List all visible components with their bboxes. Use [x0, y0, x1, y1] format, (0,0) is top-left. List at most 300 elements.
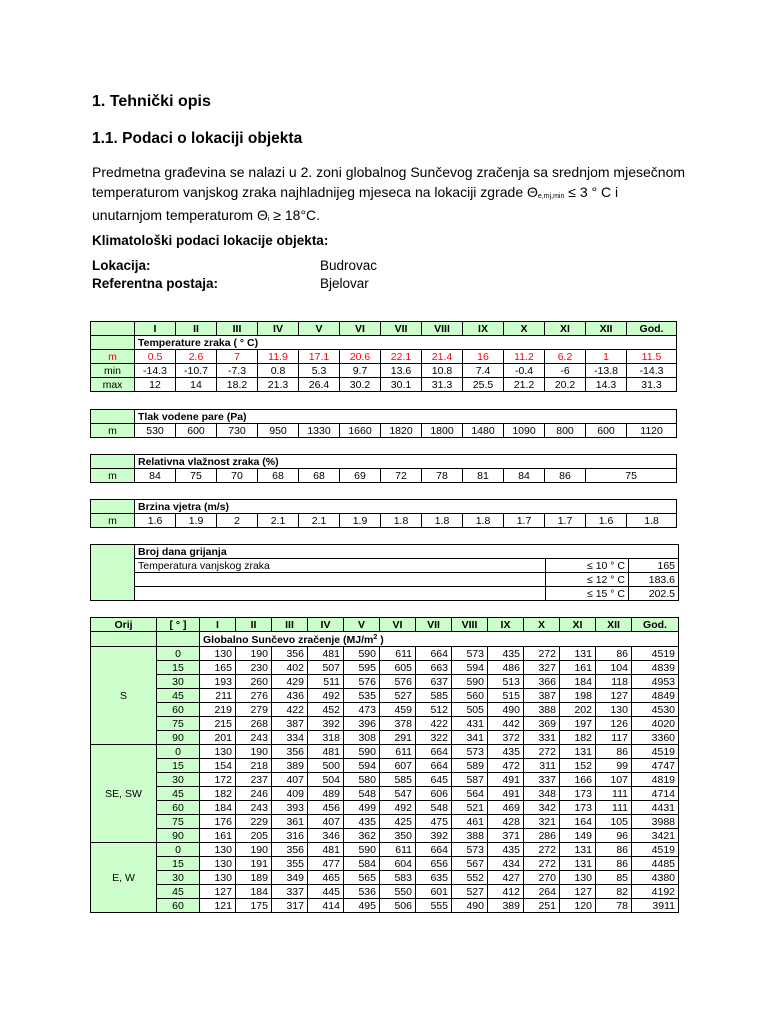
value-cell: 21.2: [504, 378, 545, 392]
radiation-value-cell: 130: [200, 647, 236, 661]
month-header-cell: IV: [258, 322, 299, 336]
radiation-value-cell: 318: [308, 731, 344, 745]
radiation-value-cell: 4020: [632, 717, 679, 731]
radiation-value-cell: 99: [596, 759, 632, 773]
radiation-value-cell: 189: [236, 871, 272, 885]
radiation-value-cell: 215: [200, 717, 236, 731]
radiation-value-cell: 276: [236, 689, 272, 703]
radiation-value-cell: 131: [560, 843, 596, 857]
radiation-value-cell: 111: [596, 801, 632, 815]
radiation-value-cell: 268: [236, 717, 272, 731]
radiation-value-cell: 166: [560, 773, 596, 787]
row-label-cell: m: [91, 514, 135, 528]
value-cell: 17.1: [299, 350, 340, 364]
radiation-value-cell: 604: [380, 857, 416, 871]
radiation-value-cell: 555: [416, 899, 452, 913]
label-cell: [157, 632, 200, 647]
radiation-value-cell: 547: [380, 787, 416, 801]
value-cell: 69: [340, 469, 381, 483]
radiation-value-cell: 431: [452, 717, 488, 731]
value-cell: 21.4: [422, 350, 463, 364]
value-cell: -14.3: [135, 364, 176, 378]
value-cell: 1.9: [176, 514, 217, 528]
radiation-value-cell: 176: [200, 815, 236, 829]
angle-cell: 30: [157, 773, 200, 787]
heating-value: 202.5: [629, 587, 679, 601]
month-header-cell: III: [272, 618, 308, 632]
month-header-cell: XI: [545, 322, 586, 336]
month-header-cell: VII: [416, 618, 452, 632]
value-cell: 5.3: [299, 364, 340, 378]
radiation-value-cell: 190: [236, 745, 272, 759]
angle-cell: 15: [157, 857, 200, 871]
label-cell: [91, 545, 135, 601]
radiation-value-cell: 656: [416, 857, 452, 871]
radiation-value-cell: 96: [596, 829, 632, 843]
month-header-cell: II: [236, 618, 272, 632]
value-cell: 1.7: [504, 514, 545, 528]
value-cell: 84: [135, 469, 176, 483]
paragraph-text-3: ≥ 18°C.: [269, 207, 321, 223]
heating-condition: ≤ 10 ° C: [546, 559, 629, 573]
radiation-title-sup: 2: [373, 634, 378, 641]
radiation-value-cell: 427: [488, 871, 524, 885]
radiation-value-cell: 131: [560, 857, 596, 871]
title-row: [91, 410, 677, 424]
radiation-value-cell: 465: [308, 871, 344, 885]
value-cell: 20.2: [545, 378, 586, 392]
value-cell: 26.4: [299, 378, 340, 392]
value-cell: -14.3: [627, 364, 677, 378]
wind-speed-table: [90, 499, 677, 528]
humidity-table: [90, 454, 677, 483]
radiation-value-cell: 606: [416, 787, 452, 801]
month-header-cell: XII: [596, 618, 632, 632]
radiation-title-row: [91, 632, 679, 647]
radiation-row: [91, 773, 679, 787]
radiation-value-cell: 402: [272, 661, 308, 675]
radiation-value-cell: 436: [272, 689, 308, 703]
radiation-value-cell: 567: [452, 857, 488, 871]
station-label: Referentna postaja:: [92, 276, 219, 291]
radiation-value-cell: 173: [560, 787, 596, 801]
radiation-value-cell: 511: [308, 675, 344, 689]
radiation-value-cell: 4747: [632, 759, 679, 773]
radiation-value-cell: 611: [380, 745, 416, 759]
radiation-value-cell: 589: [452, 759, 488, 773]
radiation-value-cell: 272: [524, 857, 560, 871]
radiation-row: [91, 787, 679, 801]
label-cell: [91, 632, 157, 647]
angle-cell: 0: [157, 745, 200, 759]
radiation-value-cell: 414: [308, 899, 344, 913]
value-cell: 11.9: [258, 350, 299, 364]
value-cell: 2.1: [299, 514, 340, 528]
radiation-value-cell: 321: [524, 815, 560, 829]
radiation-value-cell: 182: [200, 787, 236, 801]
radiation-value-cell: 505: [452, 703, 488, 717]
temperature-table: [90, 321, 677, 392]
value-cell: 68: [258, 469, 299, 483]
month-header-cell: VIII: [422, 322, 463, 336]
value-cell: 7: [217, 350, 258, 364]
radiation-value-cell: 521: [452, 801, 488, 815]
radiation-value-cell: 243: [236, 801, 272, 815]
angle-cell: 30: [157, 871, 200, 885]
corner-cell: [91, 322, 135, 336]
value-cell: 30.2: [340, 378, 381, 392]
row-label-cell: m: [91, 469, 135, 483]
radiation-value-cell: 595: [344, 661, 380, 675]
month-header-cell: X: [504, 322, 545, 336]
wind-speed-title: Brzina vjetra (m/s): [135, 500, 677, 514]
paragraph-text-1: Predmetna građevina se nalazi u 2. zoni globalnog Sunčevog zračenja sa srednjom mjesečnom temperaturom vanjskog zraka najhladnijeg mjeseca na lokaciji zgrade Θ: [92, 164, 686, 200]
radiation-value-cell: 388: [452, 829, 488, 843]
radiation-value-cell: 422: [272, 703, 308, 717]
radiation-value-cell: 130: [596, 703, 632, 717]
radiation-value-cell: 475: [416, 815, 452, 829]
radiation-value-cell: 576: [344, 675, 380, 689]
radiation-value-cell: 184: [236, 885, 272, 899]
radiation-value-cell: 663: [416, 661, 452, 675]
radiation-value-cell: 611: [380, 647, 416, 661]
radiation-value-cell: 490: [488, 703, 524, 717]
heating-row: [91, 587, 679, 601]
radiation-value-cell: 560: [452, 689, 488, 703]
heating-value: 183.6: [629, 573, 679, 587]
radiation-value-cell: 86: [596, 843, 632, 857]
radiation-value-cell: 409: [272, 787, 308, 801]
radiation-value-cell: 527: [452, 885, 488, 899]
value-cell: 1660: [340, 424, 381, 438]
radiation-row: [91, 759, 679, 773]
radiation-value-cell: 3911: [632, 899, 679, 913]
radiation-value-cell: 491: [488, 773, 524, 787]
value-cell: 1090: [504, 424, 545, 438]
heating-row: [91, 573, 679, 587]
value-cell: -0.4: [504, 364, 545, 378]
angle-cell: 15: [157, 759, 200, 773]
radiation-value-cell: 583: [380, 871, 416, 885]
radiation-value-cell: 117: [596, 731, 632, 745]
value-cell: 1800: [422, 424, 463, 438]
angle-cell: 60: [157, 703, 200, 717]
heading-technical-description: 1. Tehnički opis: [92, 93, 211, 110]
intro-paragraph: [92, 163, 692, 230]
radiation-value-cell: 387: [524, 689, 560, 703]
month-header-cell: XII: [586, 322, 627, 336]
radiation-value-cell: 435: [488, 843, 524, 857]
value-cell: 1.8: [422, 514, 463, 528]
value-cell: 6.2: [545, 350, 586, 364]
radiation-value-cell: 550: [380, 885, 416, 899]
month-header-cell: God.: [632, 618, 679, 632]
heating-title: Broj dana grijanja: [135, 545, 679, 559]
solar-radiation-table: [90, 617, 679, 913]
radiation-value-cell: 594: [344, 759, 380, 773]
paragraph-subscript-2: i: [267, 216, 270, 223]
value-cell: -6: [545, 364, 586, 378]
radiation-row: [91, 801, 679, 815]
radiation-value-cell: 82: [596, 885, 632, 899]
radiation-value-cell: 452: [308, 703, 344, 717]
radiation-value-cell: 392: [308, 717, 344, 731]
radiation-value-cell: 356: [272, 647, 308, 661]
radiation-value-cell: 585: [416, 689, 452, 703]
climate-heading: Klimatološki podaci lokacije objekta:: [92, 233, 329, 248]
heating-subtitle: Temperatura vanjskog zraka: [135, 559, 546, 573]
radiation-value-cell: 442: [488, 717, 524, 731]
radiation-value-cell: 4849: [632, 689, 679, 703]
radiation-value-cell: 664: [416, 759, 452, 773]
radiation-value-cell: 481: [308, 843, 344, 857]
radiation-value-cell: 111: [596, 787, 632, 801]
radiation-value-cell: 637: [416, 675, 452, 689]
radiation-value-cell: 504: [308, 773, 344, 787]
heating-title-row: [91, 545, 679, 559]
radiation-value-cell: 412: [488, 885, 524, 899]
radiation-value-cell: 4714: [632, 787, 679, 801]
heating-condition: ≤ 15 ° C: [546, 587, 629, 601]
radiation-value-cell: 527: [380, 689, 416, 703]
radiation-value-cell: 130: [560, 871, 596, 885]
value-cell: 1480: [463, 424, 504, 438]
vapour-pressure-values-row: [91, 424, 677, 438]
radiation-value-cell: 472: [488, 759, 524, 773]
radiation-value-cell: 121: [200, 899, 236, 913]
radiation-value-cell: 587: [452, 773, 488, 787]
radiation-value-cell: 334: [272, 731, 308, 745]
wind-speed-values-row: [91, 514, 677, 528]
radiation-value-cell: 594: [452, 661, 488, 675]
radiation-value-cell: 3360: [632, 731, 679, 745]
radiation-value-cell: 573: [452, 843, 488, 857]
value-cell: 68: [299, 469, 340, 483]
empty-cell: [135, 587, 546, 601]
radiation-row: [91, 703, 679, 717]
radiation-value-cell: 272: [524, 647, 560, 661]
radiation-value-cell: 590: [344, 745, 380, 759]
radiation-value-cell: 515: [488, 689, 524, 703]
radiation-value-cell: 491: [488, 787, 524, 801]
value-cell: 600: [586, 424, 627, 438]
radiation-value-cell: 184: [200, 801, 236, 815]
orientation-cell: SE, SW: [91, 745, 157, 843]
radiation-value-cell: 346: [308, 829, 344, 843]
radiation-value-cell: 4953: [632, 675, 679, 689]
month-header-cell: V: [299, 322, 340, 336]
humidity-values-row: [91, 469, 677, 483]
value-cell: 75: [586, 469, 677, 483]
radiation-value-cell: 190: [236, 843, 272, 857]
radiation-value-cell: 645: [416, 773, 452, 787]
radiation-value-cell: 331: [524, 731, 560, 745]
radiation-value-cell: 4819: [632, 773, 679, 787]
radiation-value-cell: 513: [488, 675, 524, 689]
radiation-row: [91, 745, 679, 759]
month-header-cell: God.: [627, 322, 677, 336]
radiation-value-cell: 130: [200, 843, 236, 857]
orientation-cell: E, W: [91, 843, 157, 913]
radiation-value-cell: 392: [416, 829, 452, 843]
radiation-value-cell: 456: [308, 801, 344, 815]
value-cell: 0.5: [135, 350, 176, 364]
radiation-value-cell: 272: [524, 843, 560, 857]
radiation-value-cell: 230: [236, 661, 272, 675]
angle-cell: 15: [157, 661, 200, 675]
month-header-cell: II: [176, 322, 217, 336]
radiation-value-cell: 127: [596, 689, 632, 703]
value-cell: 1120: [627, 424, 677, 438]
radiation-value-cell: 3421: [632, 829, 679, 843]
value-cell: 14.3: [586, 378, 627, 392]
month-header-cell: X: [524, 618, 560, 632]
orientation-cell: S: [91, 647, 157, 745]
radiation-value-cell: 107: [596, 773, 632, 787]
station-value: Bjelovar: [320, 276, 369, 291]
radiation-value-cell: 469: [488, 801, 524, 815]
radiation-value-cell: 105: [596, 815, 632, 829]
value-cell: 72: [381, 469, 422, 483]
empty-cell: [135, 573, 546, 587]
radiation-value-cell: 4839: [632, 661, 679, 675]
title-row: [91, 455, 677, 469]
value-cell: 1.9: [340, 514, 381, 528]
value-cell: 81: [463, 469, 504, 483]
radiation-row: [91, 689, 679, 703]
radiation-value-cell: 219: [200, 703, 236, 717]
radiation-row: [91, 829, 679, 843]
radiation-value-cell: 477: [308, 857, 344, 871]
radiation-value-cell: 201: [200, 731, 236, 745]
radiation-value-cell: 435: [488, 745, 524, 759]
temperature-row-min: [91, 364, 677, 378]
radiation-value-cell: 86: [596, 745, 632, 759]
radiation-value-cell: 198: [560, 689, 596, 703]
radiation-value-cell: 202: [560, 703, 596, 717]
radiation-value-cell: 308: [344, 731, 380, 745]
radiation-value-cell: 435: [344, 815, 380, 829]
label-cell: [91, 410, 135, 424]
radiation-title-end: ): [377, 634, 384, 646]
row-label-cell: m: [91, 424, 135, 438]
month-header-cell: I: [135, 322, 176, 336]
radiation-value-cell: 126: [596, 717, 632, 731]
month-header-cell: III: [217, 322, 258, 336]
row-label-cell: max: [91, 378, 135, 392]
radiation-value-cell: 407: [308, 815, 344, 829]
radiation-value-cell: 535: [344, 689, 380, 703]
value-cell: 16: [463, 350, 504, 364]
radiation-value-cell: 407: [272, 773, 308, 787]
month-header-cell: VI: [340, 322, 381, 336]
radiation-value-cell: 4519: [632, 843, 679, 857]
radiation-value-cell: 120: [560, 899, 596, 913]
vapour-pressure-title: Tlak vodene pare (Pa): [135, 410, 677, 424]
radiation-value-cell: 279: [236, 703, 272, 717]
radiation-row: [91, 661, 679, 675]
value-cell: 530: [135, 424, 176, 438]
value-cell: 25.5: [463, 378, 504, 392]
value-cell: 70: [217, 469, 258, 483]
radiation-value-cell: 507: [308, 661, 344, 675]
radiation-value-cell: 422: [416, 717, 452, 731]
month-header-row: [91, 322, 677, 336]
value-cell: 20.6: [340, 350, 381, 364]
radiation-row: [91, 717, 679, 731]
radiation-value-cell: 512: [416, 703, 452, 717]
value-cell: 11.5: [627, 350, 677, 364]
radiation-value-cell: 86: [596, 647, 632, 661]
radiation-value-cell: 576: [380, 675, 416, 689]
angle-cell: 45: [157, 689, 200, 703]
radiation-row: [91, 871, 679, 885]
value-cell: 12: [135, 378, 176, 392]
month-header-cell: VI: [380, 618, 416, 632]
radiation-value-cell: 584: [344, 857, 380, 871]
radiation-value-cell: 473: [344, 703, 380, 717]
title-row: [91, 336, 677, 350]
climate-heading-clipped: [92, 231, 652, 248]
radiation-value-cell: 389: [488, 899, 524, 913]
radiation-value-cell: 211: [200, 689, 236, 703]
month-header-cell: IX: [488, 618, 524, 632]
month-header-cell: XI: [560, 618, 596, 632]
value-cell: 800: [545, 424, 586, 438]
value-cell: 2.6: [176, 350, 217, 364]
radiation-value-cell: 601: [416, 885, 452, 899]
radiation-value-cell: 573: [452, 745, 488, 759]
angle-cell: 45: [157, 885, 200, 899]
radiation-value-cell: 286: [524, 829, 560, 843]
value-cell: 84: [504, 469, 545, 483]
month-header-cell: V: [344, 618, 380, 632]
month-header-cell: VII: [381, 322, 422, 336]
radiation-value-cell: 243: [236, 731, 272, 745]
radiation-value-cell: 605: [380, 661, 416, 675]
radiation-value-cell: 445: [308, 885, 344, 899]
radiation-value-cell: 322: [416, 731, 452, 745]
radiation-value-cell: 388: [524, 703, 560, 717]
paragraph-text-2: ≤ 3 ° C i unutarnjom temperaturom Θ: [92, 183, 619, 223]
radiation-value-cell: 341: [452, 731, 488, 745]
radiation-value-cell: 131: [560, 647, 596, 661]
radiation-value-cell: 548: [344, 787, 380, 801]
radiation-value-cell: 4485: [632, 857, 679, 871]
heading-location-data: 1.1. Podaci o lokaciji objekta: [92, 130, 303, 147]
value-cell: -7.3: [217, 364, 258, 378]
radiation-value-cell: 190: [236, 647, 272, 661]
radiation-value-cell: 500: [308, 759, 344, 773]
radiation-value-cell: 664: [416, 745, 452, 759]
radiation-value-cell: 4530: [632, 703, 679, 717]
radiation-value-cell: 270: [524, 871, 560, 885]
location-value: Budrovac: [320, 258, 378, 273]
radiation-value-cell: 165: [200, 661, 236, 675]
angle-cell: 0: [157, 843, 200, 857]
radiation-value-cell: 664: [416, 647, 452, 661]
heating-value: 165: [629, 559, 679, 573]
radiation-value-cell: 85: [596, 871, 632, 885]
radiation-row: [91, 815, 679, 829]
radiation-value-cell: 348: [524, 787, 560, 801]
location-label: Lokacija:: [92, 258, 151, 273]
radiation-value-cell: 590: [344, 843, 380, 857]
radiation-value-cell: 205: [236, 829, 272, 843]
radiation-value-cell: 506: [380, 899, 416, 913]
radiation-value-cell: 246: [236, 787, 272, 801]
radiation-value-cell: 4380: [632, 871, 679, 885]
